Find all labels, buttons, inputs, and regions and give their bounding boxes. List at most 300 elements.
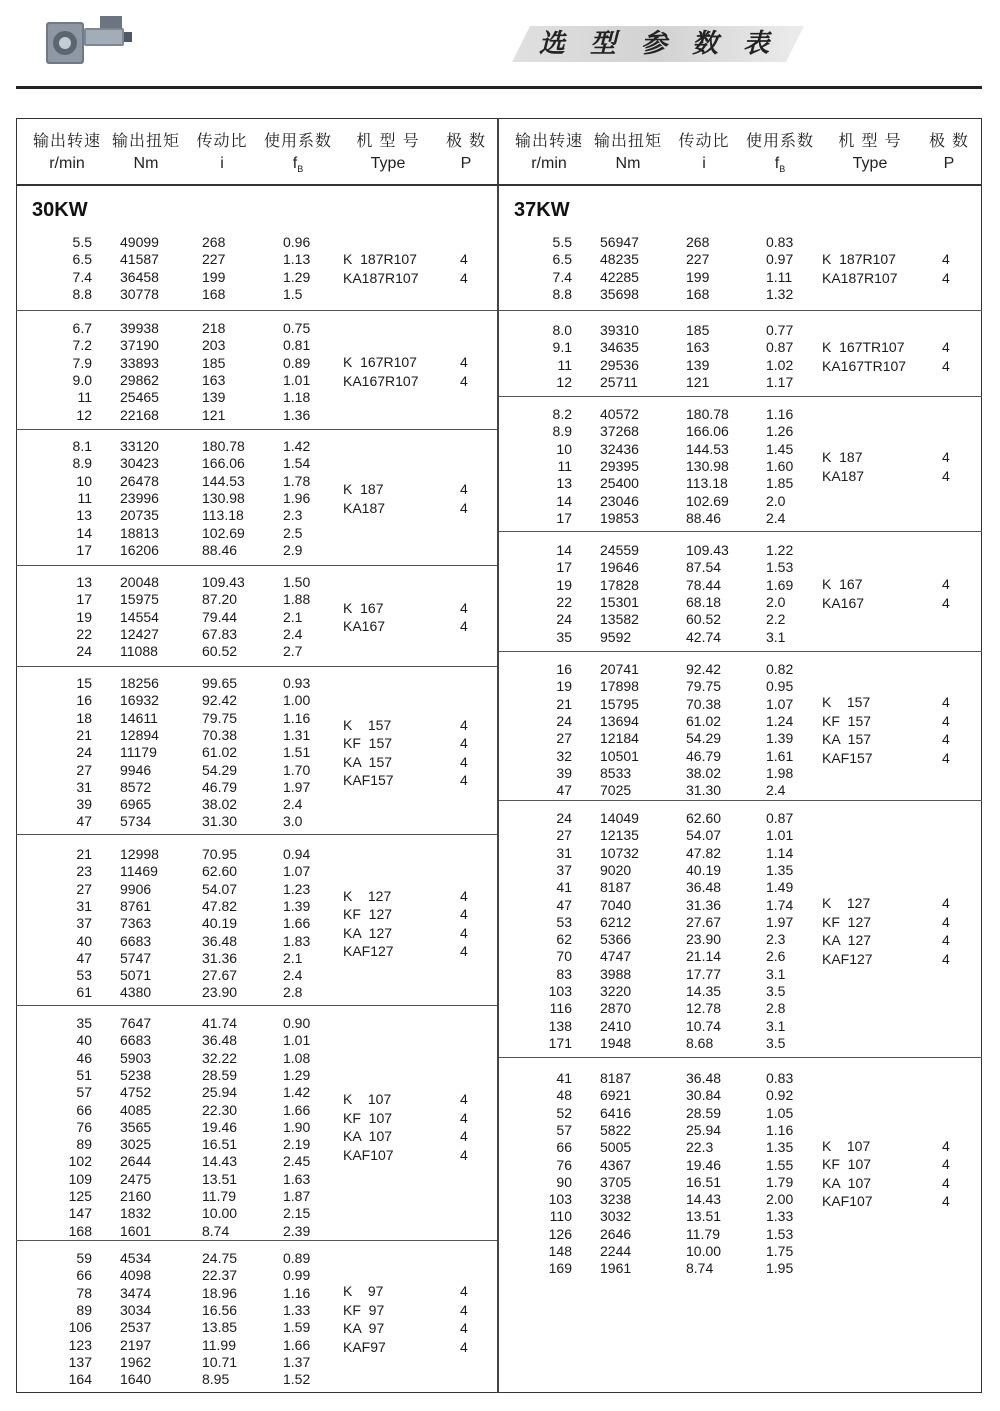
torque-cell: 4534 — [120, 1250, 152, 1266]
factor-cell: 1.16 — [766, 406, 794, 422]
ratio-cell: 31.30 — [686, 782, 722, 799]
torque-cell: 5734 — [120, 813, 152, 830]
ratio-cell: 166.06 — [686, 423, 729, 440]
pole-cell: 4 — [942, 932, 950, 949]
torque-cell: 4098 — [120, 1267, 152, 1284]
ratio-cell: 70.38 — [686, 695, 722, 712]
speed-cell: 76 — [556, 1156, 572, 1173]
factor-cell: 0.77 — [766, 322, 794, 338]
torque-cell: 2644 — [120, 1153, 152, 1170]
title-banner — [508, 24, 808, 64]
factor-cell: 2.0 — [766, 593, 786, 610]
factor-cell: 1.16 — [766, 1121, 794, 1138]
ratio-cell: 31.30 — [202, 813, 238, 830]
pole-cell: 4 — [460, 924, 468, 941]
speed-cell: 31 — [76, 897, 92, 914]
factor-cell: 1.32 — [766, 285, 794, 302]
torque-cell: 13694 — [600, 712, 639, 729]
torque-cell: 34635 — [600, 339, 639, 356]
speed-cell: 27 — [556, 827, 572, 844]
speed-cell: 7.4 — [72, 268, 92, 285]
type-cell: KAF107 — [343, 1146, 394, 1163]
speed-cell: 24 — [76, 643, 92, 660]
group-separator — [16, 1240, 497, 1241]
factor-cell: 2.4 — [283, 625, 303, 642]
factor-cell: 3.0 — [283, 813, 303, 830]
speed-cell: 21 — [76, 726, 92, 743]
header-poles-unit: P — [460, 155, 472, 172]
factor-cell: 1.13 — [283, 251, 311, 268]
ratio-cell: 8.95 — [202, 1371, 230, 1388]
pole-cell: 4 — [942, 1137, 950, 1154]
factor-cell: 2.2 — [766, 611, 786, 628]
speed-cell: 110 — [549, 1208, 572, 1225]
factor-cell: 0.95 — [766, 678, 794, 695]
ratio-cell: 10.74 — [686, 1017, 722, 1034]
ratio-cell: 16.51 — [686, 1173, 722, 1190]
ratio-cell: 10.71 — [202, 1353, 238, 1370]
speed-cell: 70 — [556, 948, 572, 965]
type-cell: KA187R107 — [822, 269, 898, 286]
speed-cell: 23 — [76, 863, 92, 880]
torque-cell: 2197 — [120, 1336, 152, 1353]
torque-cell: 2870 — [600, 1000, 632, 1017]
type-cell: KA167 — [343, 618, 386, 635]
torque-cell: 33120 — [120, 438, 159, 454]
torque-cell: 5238 — [120, 1066, 152, 1083]
factor-cell: 1.23 — [283, 880, 311, 897]
torque-cell: 4085 — [120, 1101, 152, 1118]
factor-cell: 1.5 — [283, 285, 303, 302]
torque-cell: 6416 — [600, 1104, 632, 1121]
speed-cell: 32 — [556, 747, 572, 764]
ratio-cell: 54.07 — [686, 827, 722, 844]
torque-cell: 11179 — [120, 744, 157, 761]
speed-cell: 24 — [76, 744, 92, 761]
factor-cell: 1.33 — [283, 1301, 311, 1318]
ratio-cell: 31.36 — [686, 896, 722, 913]
ratio-cell: 36.48 — [686, 1070, 722, 1086]
type-cell: KF 157 — [822, 712, 872, 729]
speed-cell: 17 — [556, 559, 572, 576]
ratio-cell: 8.74 — [686, 1260, 714, 1277]
torque-cell: 2646 — [600, 1225, 632, 1242]
type-cell: KAF107 — [822, 1193, 873, 1210]
factor-cell: 3.1 — [766, 628, 786, 645]
factor-cell: 1.52 — [283, 1371, 311, 1388]
speed-cell: 106 — [68, 1319, 92, 1336]
speed-cell: 27 — [556, 730, 572, 747]
pole-cell: 4 — [942, 251, 950, 268]
type-cell: KF 107 — [343, 1109, 393, 1126]
header-speed-unit-r: r/min — [531, 155, 567, 172]
torque-cell: 7040 — [600, 896, 632, 913]
header-ratio-unit: i — [220, 155, 224, 172]
speed-cell: 52 — [556, 1104, 572, 1121]
header-ratio: 传动比 — [196, 131, 248, 150]
torque-cell: 29536 — [600, 356, 639, 373]
factor-cell: 0.94 — [283, 846, 311, 862]
ratio-cell: 92.42 — [686, 661, 722, 677]
factor-cell: 1.79 — [766, 1173, 794, 1190]
factor-cell: 1.08 — [283, 1049, 311, 1066]
factor-cell: 1.53 — [766, 1225, 794, 1242]
torque-cell: 14554 — [120, 608, 159, 625]
speed-cell: 47 — [76, 949, 92, 966]
speed-cell: 8.2 — [552, 406, 572, 422]
speed-cell: 22 — [556, 593, 572, 610]
speed-cell: 5.5 — [72, 234, 92, 250]
factor-cell: 1.51 — [283, 744, 311, 761]
torque-cell: 23046 — [600, 492, 639, 509]
factor-cell: 1.37 — [283, 1353, 311, 1370]
speed-cell: 123 — [68, 1336, 92, 1353]
speed-cell: 51 — [76, 1066, 92, 1083]
factor-cell: 2.8 — [766, 1000, 786, 1017]
factor-cell: 0.96 — [283, 234, 311, 250]
ratio-cell: 22.3 — [686, 1139, 714, 1156]
factor-cell: 2.3 — [766, 931, 786, 948]
ratio-cell: 14.43 — [202, 1153, 238, 1170]
factor-cell: 2.1 — [283, 949, 303, 966]
torque-cell: 2244 — [600, 1243, 632, 1259]
speed-cell: 41 — [556, 879, 572, 896]
group-separator — [499, 800, 982, 801]
type-cell: KA187 — [822, 467, 865, 484]
pole-cell: 4 — [460, 372, 468, 389]
speed-cell: 53 — [76, 967, 92, 984]
type-cell: K 187 — [343, 481, 384, 498]
ratio-cell: 47.82 — [686, 844, 722, 861]
ratio-cell: 87.20 — [202, 591, 238, 608]
ratio-cell: 38.02 — [686, 764, 722, 781]
ratio-cell: 61.02 — [686, 712, 722, 729]
pole-cell: 4 — [942, 467, 950, 484]
type-cell: KA187 — [343, 499, 386, 516]
ratio-cell: 13.85 — [202, 1319, 238, 1336]
pole-cell: 4 — [942, 749, 950, 766]
torque-cell: 29395 — [600, 457, 639, 474]
header-torque-r: 输出扭矩 — [593, 131, 662, 150]
speed-cell: 59 — [76, 1250, 92, 1266]
factor-cell: 1.45 — [766, 440, 794, 457]
type-cell: KA 107 — [343, 1128, 393, 1145]
factor-cell: 1.14 — [766, 844, 794, 861]
factor-cell: 1.97 — [283, 778, 311, 795]
factor-cell: 1.16 — [283, 1284, 311, 1301]
speed-cell: 125 — [68, 1188, 92, 1204]
pole-cell: 4 — [460, 354, 468, 371]
ratio-cell: 130.98 — [686, 457, 729, 474]
speed-cell: 17 — [76, 541, 92, 558]
ratio-cell: 102.69 — [686, 492, 729, 509]
factor-cell: 1.74 — [766, 896, 794, 913]
ratio-cell: 121 — [202, 406, 226, 423]
ratio-cell: 46.79 — [686, 747, 722, 764]
ratio-cell: 42.74 — [686, 628, 722, 645]
speed-cell: 35 — [76, 1015, 92, 1031]
factor-cell: 2.4 — [283, 796, 303, 813]
torque-cell: 6212 — [600, 913, 632, 930]
torque-cell: 3238 — [600, 1191, 632, 1208]
factor-cell: 0.83 — [766, 1070, 794, 1086]
torque-cell: 48235 — [600, 251, 639, 268]
torque-cell: 32436 — [600, 440, 639, 457]
speed-cell: 62 — [556, 931, 572, 948]
torque-cell: 8572 — [120, 778, 152, 795]
torque-cell: 3988 — [600, 965, 632, 982]
torque-cell: 35698 — [600, 285, 639, 302]
speed-cell: 17 — [556, 509, 572, 526]
type-cell: KF 127 — [822, 913, 872, 930]
type-cell: K 107 — [822, 1137, 871, 1154]
factor-cell: 1.33 — [766, 1208, 794, 1225]
factor-cell: 0.90 — [283, 1015, 311, 1031]
torque-cell: 15975 — [120, 591, 159, 608]
torque-cell: 13582 — [600, 611, 639, 628]
ratio-cell: 227 — [686, 251, 710, 268]
factor-cell: 0.89 — [283, 354, 311, 371]
ratio-cell: 268 — [686, 234, 710, 250]
torque-cell: 1962 — [120, 1353, 152, 1370]
torque-cell: 39310 — [600, 322, 639, 338]
factor-cell: 2.5 — [283, 524, 303, 541]
type-cell: KAF97 — [343, 1338, 386, 1355]
ratio-cell: 8.68 — [686, 1034, 714, 1051]
group-separator — [16, 429, 497, 430]
header-type: 机 型 号 — [356, 131, 420, 150]
ratio-cell: 60.52 — [202, 643, 238, 660]
speed-cell: 7.4 — [552, 268, 572, 285]
speed-cell: 66 — [76, 1267, 92, 1284]
ratio-cell: 30.84 — [686, 1087, 722, 1104]
speed-cell: 66 — [76, 1101, 92, 1118]
speed-cell: 103 — [548, 983, 572, 999]
speed-cell: 35 — [556, 628, 572, 645]
ratio-cell: 25.94 — [686, 1121, 722, 1138]
type-cell: K 187 — [822, 449, 863, 466]
torque-cell: 25711 — [600, 373, 638, 390]
pole-cell: 4 — [460, 735, 468, 752]
factor-cell: 2.15 — [283, 1205, 311, 1222]
ratio-cell: 8.74 — [202, 1222, 230, 1239]
speed-cell: 147 — [68, 1205, 92, 1222]
ratio-cell: 67.83 — [202, 625, 238, 642]
torque-cell: 1640 — [120, 1371, 152, 1388]
group-separator — [16, 666, 497, 667]
torque-cell: 2475 — [120, 1170, 152, 1187]
type-cell: KF 157 — [343, 735, 393, 752]
pole-cell: 4 — [460, 1146, 468, 1163]
torque-cell: 6921 — [600, 1087, 632, 1104]
factor-cell: 1.78 — [283, 472, 311, 489]
ratio-cell: 11.99 — [202, 1336, 236, 1353]
type-cell: K 97 — [343, 1283, 384, 1300]
speed-cell: 9.1 — [552, 339, 572, 356]
factor-cell: 1.35 — [766, 1139, 794, 1156]
header-ratio-unit-r: i — [702, 155, 706, 172]
speed-cell: 53 — [556, 913, 572, 930]
factor-cell: 1.66 — [283, 915, 311, 932]
ratio-cell: 38.02 — [202, 796, 238, 813]
factor-cell: 2.1 — [283, 608, 303, 625]
ratio-cell: 16.51 — [202, 1136, 238, 1153]
factor-cell: 0.89 — [283, 1250, 311, 1266]
ratio-cell: 199 — [202, 268, 226, 285]
torque-cell: 5005 — [600, 1139, 632, 1156]
speed-cell: 40 — [76, 932, 92, 949]
speed-cell: 12 — [76, 406, 92, 423]
type-cell: KAF157 — [822, 749, 873, 766]
speed-cell: 8.9 — [552, 423, 572, 440]
ratio-cell: 109.43 — [686, 542, 729, 558]
torque-cell: 3565 — [120, 1118, 152, 1135]
torque-cell: 10501 — [600, 747, 639, 764]
type-cell: K 167R107 — [343, 354, 417, 371]
ratio-cell: 109.43 — [202, 574, 245, 590]
speed-cell: 22 — [76, 625, 92, 642]
factor-cell: 1.90 — [283, 1118, 311, 1135]
factor-cell: 2.4 — [283, 967, 303, 984]
ratio-cell: 14.35 — [686, 983, 722, 999]
torque-cell: 6683 — [120, 932, 152, 949]
factor-cell: 1.49 — [766, 879, 794, 896]
torque-cell: 3220 — [600, 983, 632, 999]
torque-cell: 33893 — [120, 354, 159, 371]
speed-cell: 11 — [77, 489, 92, 506]
torque-cell: 9906 — [120, 880, 152, 897]
speed-cell: 148 — [548, 1243, 572, 1259]
group-separator — [499, 531, 982, 532]
type-cell: K 167 — [822, 576, 863, 593]
pole-cell: 4 — [942, 1174, 950, 1191]
pole-cell: 4 — [460, 772, 468, 789]
torque-cell: 15795 — [600, 695, 639, 712]
ratio-cell: 36.48 — [202, 932, 238, 949]
ratio-cell: 12.78 — [686, 1000, 722, 1017]
ratio-cell: 268 — [202, 234, 226, 250]
torque-cell: 20735 — [120, 507, 159, 524]
speed-cell: 76 — [76, 1118, 92, 1135]
factor-cell: 2.19 — [283, 1136, 311, 1153]
ratio-cell: 163 — [686, 339, 710, 356]
ratio-cell: 70.95 — [202, 846, 238, 862]
factor-cell: 0.87 — [766, 339, 794, 356]
factor-cell: 1.60 — [766, 457, 794, 474]
ratio-cell: 79.75 — [686, 678, 722, 695]
ratio-cell: 68.18 — [686, 593, 722, 610]
factor-cell: 1.16 — [283, 709, 311, 726]
ratio-cell: 19.46 — [686, 1156, 722, 1173]
group-separator — [499, 310, 982, 311]
pole-cell: 4 — [460, 1338, 468, 1355]
gear-reducer-logo — [40, 10, 136, 70]
factor-cell: 1.96 — [283, 489, 311, 506]
header-poles-r: 极 数 — [928, 131, 970, 150]
speed-cell: 16 — [76, 692, 92, 709]
torque-cell: 5903 — [120, 1049, 152, 1066]
torque-cell: 2410 — [600, 1017, 632, 1034]
ratio-cell: 166.06 — [202, 455, 245, 472]
ratio-cell: 28.59 — [202, 1066, 238, 1083]
type-cell: KA 97 — [343, 1320, 385, 1337]
pole-cell: 4 — [460, 1091, 468, 1108]
speed-cell: 78 — [76, 1284, 92, 1301]
speed-cell: 13 — [556, 475, 572, 492]
factor-cell: 1.70 — [283, 761, 311, 778]
ratio-cell: 113.18 — [686, 475, 728, 492]
speed-cell: 47 — [556, 896, 572, 913]
torque-cell: 5071 — [120, 967, 152, 984]
factor-cell: 2.4 — [766, 509, 786, 526]
torque-cell: 1832 — [120, 1205, 152, 1222]
pole-cell: 4 — [460, 906, 468, 923]
speed-cell: 47 — [556, 782, 572, 799]
torque-cell: 26478 — [120, 472, 159, 489]
factor-cell: 1.01 — [766, 827, 794, 844]
speed-cell: 24 — [556, 712, 572, 729]
torque-cell: 7363 — [120, 915, 152, 932]
speed-cell: 14 — [556, 542, 572, 558]
ratio-cell: 19.46 — [202, 1118, 238, 1135]
ratio-cell: 88.46 — [202, 541, 238, 558]
speed-cell: 48 — [556, 1087, 572, 1104]
ratio-cell: 40.19 — [686, 861, 722, 878]
torque-cell: 23996 — [120, 489, 159, 506]
factor-cell: 0.75 — [283, 320, 311, 336]
header-rule — [16, 184, 982, 186]
speed-cell: 7.9 — [72, 354, 92, 371]
factor-cell: 0.93 — [283, 675, 311, 691]
type-cell: K 157 — [343, 716, 392, 733]
factor-cell: 0.87 — [766, 810, 794, 826]
ratio-cell: 14.43 — [686, 1191, 722, 1208]
pole-cell: 4 — [460, 1128, 468, 1145]
factor-cell: 1.54 — [283, 455, 311, 472]
pole-cell: 4 — [942, 594, 950, 611]
ratio-cell: 17.77 — [686, 965, 722, 982]
ratio-cell: 41.74 — [202, 1015, 238, 1031]
type-cell: KA 157 — [822, 731, 872, 748]
ratio-cell: 11.79 — [202, 1188, 236, 1204]
ratio-cell: 10.00 — [202, 1205, 238, 1222]
speed-cell: 13 — [76, 574, 92, 590]
type-cell: KAF127 — [343, 943, 394, 960]
ratio-cell: 79.75 — [202, 709, 238, 726]
torque-cell: 3705 — [600, 1173, 632, 1190]
type-cell: K 167 — [343, 599, 384, 616]
factor-cell: 3.1 — [766, 965, 786, 982]
factor-cell: 0.92 — [766, 1087, 794, 1104]
type-cell: KF 97 — [343, 1301, 385, 1318]
header-factor-unit — [260, 155, 336, 174]
factor-sub-r: B — [779, 164, 786, 175]
factor-cell: 1.01 — [283, 1032, 311, 1049]
pole-cell: 4 — [460, 599, 468, 616]
type-cell: KA 107 — [822, 1174, 872, 1191]
torque-cell: 3474 — [120, 1284, 152, 1301]
factor-cell: 1.29 — [283, 1066, 311, 1083]
ratio-cell: 163 — [202, 371, 226, 388]
speed-cell: 8.1 — [72, 438, 92, 454]
speed-cell: 8.8 — [72, 285, 92, 302]
type-cell: KAF157 — [343, 772, 394, 789]
torque-cell: 36458 — [120, 268, 159, 285]
ratio-cell: 99.65 — [202, 675, 238, 691]
factor-cell: 3.5 — [766, 1034, 786, 1051]
factor-cell: 1.05 — [766, 1104, 794, 1121]
torque-cell: 14049 — [600, 810, 639, 826]
